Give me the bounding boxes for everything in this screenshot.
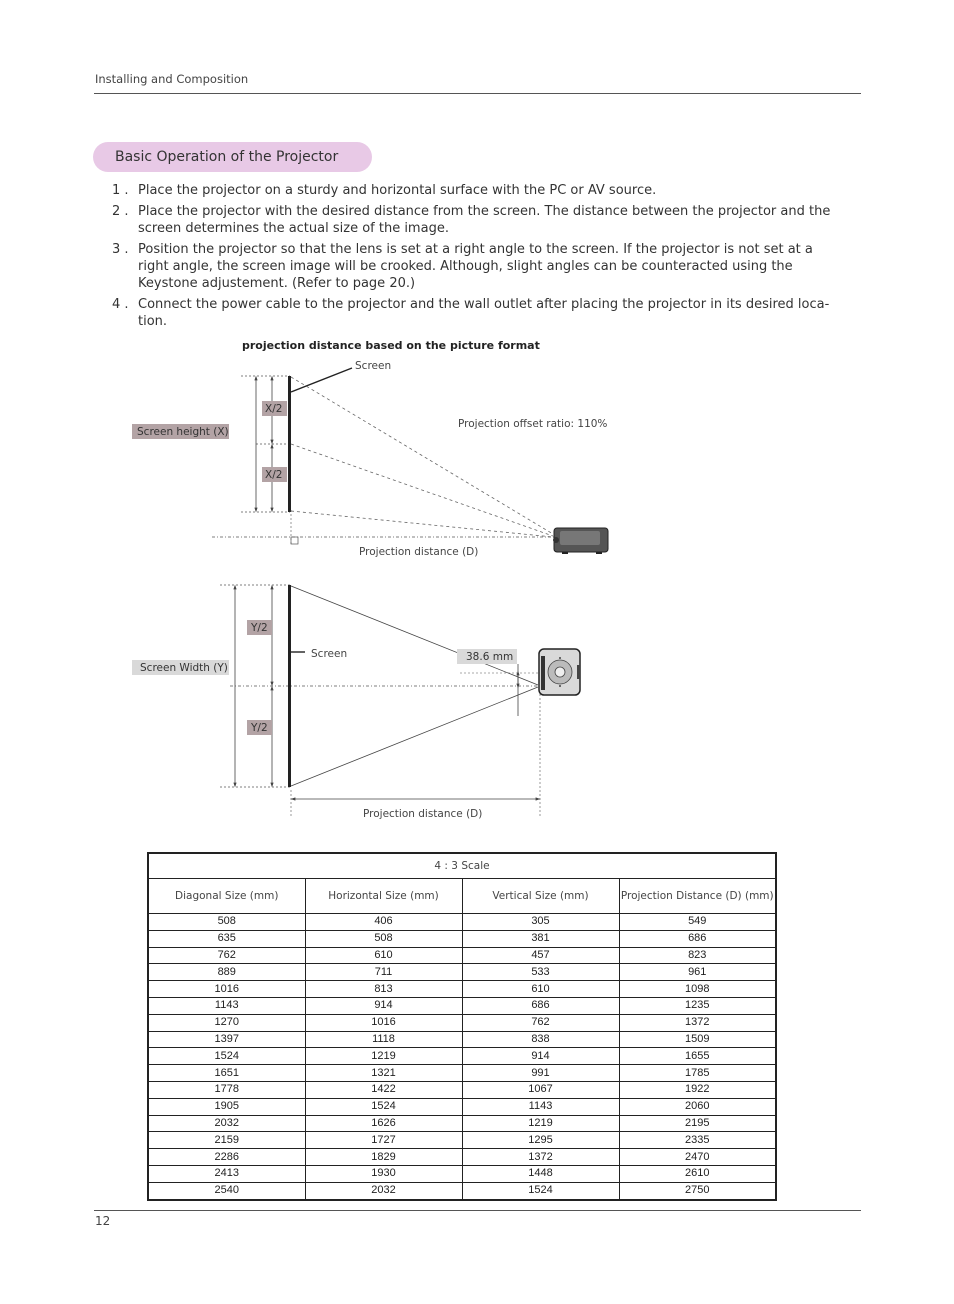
projection-table: [147, 852, 777, 1201]
table-cell: 1016: [148, 981, 305, 998]
table-cell: 1118: [305, 1031, 462, 1048]
table-cell: 991: [462, 1065, 619, 1082]
table-cell: 635: [148, 930, 305, 947]
top-distance-label: Projection distance (D): [363, 808, 483, 820]
table-cell: 686: [462, 997, 619, 1014]
col-diagonal: Diagonal Size (mm): [148, 879, 305, 914]
table-cell: 508: [305, 930, 462, 947]
half-width-label-top: Y/2: [251, 622, 268, 634]
table-cell: 711: [305, 964, 462, 981]
table-row: [148, 981, 776, 998]
table-cell: 1321: [305, 1065, 462, 1082]
step-text: Place the projector on a sturdy and horizontal surface with the PC or AV source.: [138, 183, 657, 198]
section-title-pill: [93, 142, 372, 172]
step-item: [110, 203, 840, 237]
step-number: 1 .: [112, 183, 129, 198]
table-cell: 1372: [462, 1149, 619, 1166]
table-cell: 1829: [305, 1149, 462, 1166]
table-cell: 1905: [148, 1098, 305, 1115]
step-number: 4 .: [112, 297, 129, 312]
table-row: [148, 1165, 776, 1182]
side-screen-label: Screen: [355, 360, 392, 372]
side-view: [132, 360, 608, 558]
table-row: [148, 1149, 776, 1166]
table-cell: 1219: [305, 1048, 462, 1065]
table-cell: 1651: [148, 1065, 305, 1082]
table-cell: 2335: [619, 1132, 776, 1149]
table-cell: 2540: [148, 1182, 305, 1199]
step-text: Connect the power cable to the projector and the wall outlet after placing the projector in its desired loca-tion.: [138, 297, 830, 329]
side-distance-label: Projection distance (D): [359, 546, 479, 558]
table-cell: 1397: [148, 1031, 305, 1048]
table-row: [148, 964, 776, 981]
table-cell: 2286: [148, 1149, 305, 1166]
table-cell: 1295: [462, 1132, 619, 1149]
table-cell: 610: [305, 947, 462, 964]
table-cell: 1270: [148, 1014, 305, 1031]
table-cell: 1524: [305, 1098, 462, 1115]
step-item: [110, 182, 840, 199]
table-row: [148, 914, 776, 931]
top-view: [132, 585, 580, 820]
table-row: [148, 947, 776, 964]
col-vertical: Vertical Size (mm): [462, 879, 619, 914]
table-cell: 1067: [462, 1081, 619, 1098]
table-cell: 2610: [619, 1165, 776, 1182]
table-cell: 1509: [619, 1031, 776, 1048]
table-cell: 610: [462, 981, 619, 998]
steps-list: [110, 182, 840, 334]
table-cell: 914: [462, 1048, 619, 1065]
table-row: [148, 930, 776, 947]
table-row: [148, 1014, 776, 1031]
table-cell: 1626: [305, 1115, 462, 1132]
table-row: [148, 1048, 776, 1065]
table-row: [148, 1132, 776, 1149]
table-cell: 1143: [462, 1098, 619, 1115]
table-cell: 406: [305, 914, 462, 931]
screen-top: [288, 585, 291, 787]
table-cell: 2750: [619, 1182, 776, 1199]
table-cell: 1219: [462, 1115, 619, 1132]
screen-side: [288, 376, 291, 512]
table-cell: 2159: [148, 1132, 305, 1149]
table-cell: 1372: [619, 1014, 776, 1031]
top-screen-label: Screen: [311, 648, 348, 660]
table-body: [148, 914, 776, 1200]
table-cell: 2470: [619, 1149, 776, 1166]
table-row: [148, 1031, 776, 1048]
table-cell: 1930: [305, 1165, 462, 1182]
table-row: [148, 1081, 776, 1098]
table-cell: 2032: [305, 1182, 462, 1199]
table-cell: 1524: [148, 1048, 305, 1065]
table-cell: 1785: [619, 1065, 776, 1082]
table-row: [148, 1098, 776, 1115]
col-horizontal: Horizontal Size (mm): [305, 879, 462, 914]
table-scale-header: 4 : 3 Scale: [148, 853, 776, 879]
step-number: 2 .: [112, 204, 129, 219]
screen-height-label: Screen height (X): [137, 426, 229, 438]
table-cell: 813: [305, 981, 462, 998]
table-cell: 762: [148, 947, 305, 964]
offset-ratio-label: Projection offset ratio: 110%: [458, 418, 608, 430]
table-cell: 1422: [305, 1081, 462, 1098]
step-text: Position the projector so that the lens is set at a right angle to the screen. If the projector is not set at a right angle, the screen image will be crooked. Although, slight angles can be counteracted using the Keystone adjustement. (Refer to page 20.): [138, 242, 813, 291]
running-header: Installing and Composition: [95, 72, 249, 86]
step-item: [110, 241, 840, 292]
diagram-title: projection distance based on the picture format: [242, 339, 540, 352]
table-cell: 381: [462, 930, 619, 947]
table-cell: 533: [462, 964, 619, 981]
half-height-label-bottom: X/2: [265, 469, 283, 481]
table-cell: 2032: [148, 1115, 305, 1132]
table-row: [148, 1182, 776, 1199]
table-cell: 1727: [305, 1132, 462, 1149]
table-cell: 1143: [148, 997, 305, 1014]
table-cell: 961: [619, 964, 776, 981]
projector-top-icon: [539, 649, 580, 695]
table-cell: 1922: [619, 1081, 776, 1098]
table-cell: 1016: [305, 1014, 462, 1031]
col-distance: Projection Distance (D) (mm): [619, 879, 776, 914]
page-number: 12: [95, 1214, 111, 1228]
half-height-label-top: X/2: [265, 403, 283, 415]
table-cell: 914: [305, 997, 462, 1014]
table-row: [148, 1115, 776, 1132]
table-cell: 2413: [148, 1165, 305, 1182]
table-cell: 549: [619, 914, 776, 931]
table-row: [148, 997, 776, 1014]
step-item: [110, 296, 840, 330]
table-cell: 2060: [619, 1098, 776, 1115]
table-cell: 457: [462, 947, 619, 964]
section-title: Basic Operation of the Projector: [115, 149, 339, 165]
table-cell: 1524: [462, 1182, 619, 1199]
table-cell: 2195: [619, 1115, 776, 1132]
half-width-label-bottom: Y/2: [251, 722, 268, 734]
table-cell: 838: [462, 1031, 619, 1048]
table-cell: 1655: [619, 1048, 776, 1065]
table-cell: 889: [148, 964, 305, 981]
table-cell: 508: [148, 914, 305, 931]
footer-rule: [94, 1210, 861, 1211]
table-cell: 1098: [619, 981, 776, 998]
table-cell: 823: [619, 947, 776, 964]
table-row: [148, 1065, 776, 1082]
table-cell: 762: [462, 1014, 619, 1031]
lens-offset-label: 38.6 mm: [466, 651, 514, 663]
table-cell: 686: [619, 930, 776, 947]
table-cell: 1235: [619, 997, 776, 1014]
table-cell: 1448: [462, 1165, 619, 1182]
table-cell: 1778: [148, 1081, 305, 1098]
header-rule: [94, 93, 861, 94]
screen-width-label: Screen Width (Y): [140, 662, 228, 674]
step-text: Place the projector with the desired distance from the screen. The distance between the projector and the screen determines the actual size of the image.: [138, 204, 831, 236]
projector-side-icon: [553, 528, 608, 554]
table-cell: 305: [462, 914, 619, 931]
projection-diagram: [0, 355, 954, 825]
step-number: 3 .: [112, 242, 129, 257]
